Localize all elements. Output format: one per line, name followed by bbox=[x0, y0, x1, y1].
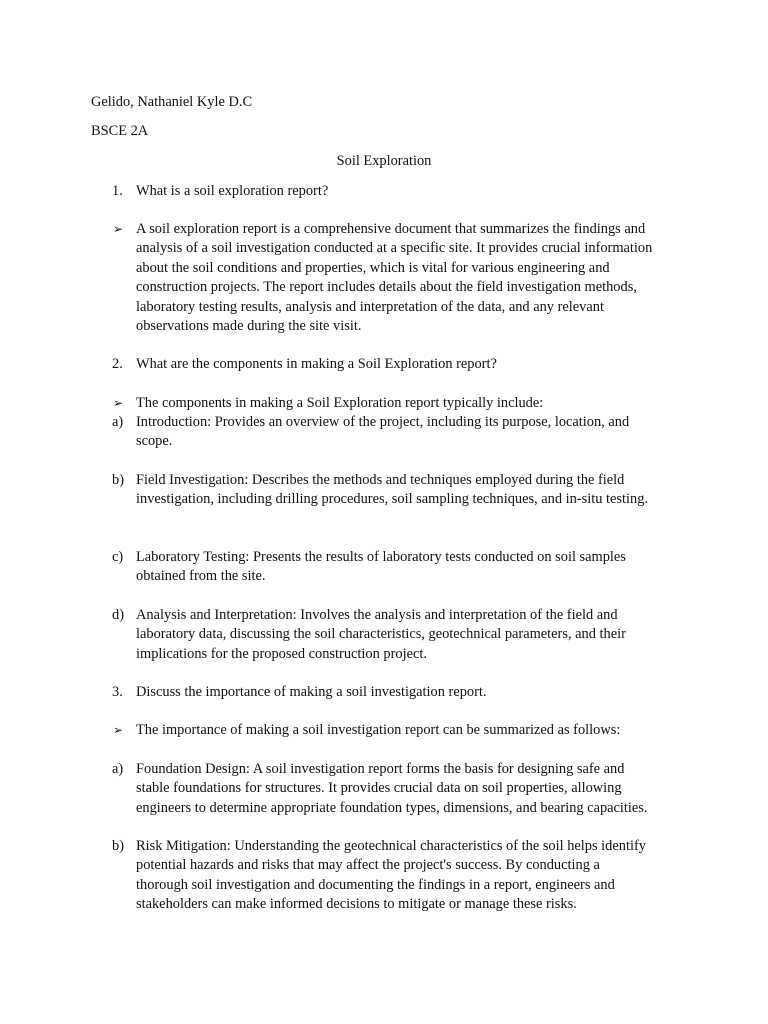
question-number: 3. bbox=[112, 684, 123, 700]
answer-intro: The components in making a Soil Exploration report typically include: bbox=[136, 395, 544, 411]
paragraph-line: analysis of a soil investigation conducted at a specific site. It provides crucial information bbox=[136, 240, 653, 257]
list-marker: d) bbox=[112, 607, 124, 623]
list-item bbox=[136, 760, 696, 818]
list-item-line: Introduction: Provides an overview of the project, including its purpose, location, and bbox=[136, 414, 630, 430]
page-title: Soil Exploration bbox=[336, 153, 432, 169]
list-item bbox=[136, 548, 696, 587]
list-item-line: scope. bbox=[136, 433, 173, 450]
paragraph-line: construction projects. The report includes details about the field investigation methods, bbox=[136, 279, 637, 296]
list-item-line: stakeholders can make informed decisions to mitigate or manage these risks. bbox=[136, 896, 577, 913]
list-item-line: obtained from the site. bbox=[136, 568, 266, 585]
list-marker: b) bbox=[112, 472, 124, 488]
list-item-line: Field Investigation: Describes the methods and techniques employed during the field bbox=[136, 472, 625, 488]
list-item-line: Risk Mitigation: Understanding the geotechnical characteristics of the soil helps identify bbox=[136, 838, 646, 854]
question-text: Discuss the importance of making a soil investigation report. bbox=[136, 684, 487, 700]
list-marker: a) bbox=[112, 761, 124, 777]
list-item bbox=[136, 606, 696, 664]
paragraph-line: about the soil conditions and properties, which is vital for various engineering and bbox=[136, 259, 610, 276]
arrow-bullet-icon: ➢ bbox=[113, 723, 124, 737]
answer-intro: The importance of making a soil investigation report can be summarized as follows: bbox=[136, 722, 621, 738]
list-item-line: Laboratory Testing: Presents the results of laboratory tests conducted on soil samples bbox=[136, 549, 626, 565]
question-text: What are the components in making a Soil Exploration report? bbox=[136, 356, 497, 372]
question-number: 1. bbox=[112, 183, 123, 199]
question-text: What is a soil exploration report? bbox=[136, 183, 329, 199]
list-item bbox=[136, 413, 696, 452]
arrow-bullet-icon: ➢ bbox=[113, 222, 124, 236]
author-name: Gelido, Nathaniel Kyle D.C bbox=[91, 94, 253, 110]
list-item-line: stable foundations for structures. It provides crucial data on soil properties, allowing bbox=[136, 780, 622, 797]
paragraph-line: A soil exploration report is a comprehensive document that summarizes the findings and bbox=[136, 221, 646, 237]
author-section: BSCE 2A bbox=[91, 123, 149, 139]
list-item-line: implications for the proposed construction project. bbox=[136, 645, 427, 662]
paragraph-line: laboratory testing results, analysis and interpretation of the data, and any relevant bbox=[136, 298, 604, 315]
paragraph-line: observations made during the site visit. bbox=[136, 318, 362, 335]
list-marker: c) bbox=[112, 549, 124, 565]
arrow-bullet-icon: ➢ bbox=[113, 396, 124, 410]
list-item-line: potential hazards and risks that may affect the project's success. By conducting a bbox=[136, 857, 600, 874]
list-item-line: investigation, including drilling procedures, soil sampling techniques, and in-situ testing. bbox=[136, 491, 648, 508]
list-item bbox=[136, 471, 696, 510]
list-item-line: Analysis and Interpretation: Involves the analysis and interpretation of the field and bbox=[136, 607, 618, 623]
list-marker: b) bbox=[112, 838, 124, 854]
list-marker: a) bbox=[112, 414, 124, 430]
list-item bbox=[136, 837, 696, 915]
answer-paragraph bbox=[136, 220, 696, 336]
list-item-line: engineers to determine appropriate foundation types, dimensions, and bearing capacities. bbox=[136, 799, 648, 816]
list-item-line: thorough soil investigation and documenting the findings in a report, engineers and bbox=[136, 876, 615, 893]
list-item-line: laboratory data, discussing the soil characteristics, geotechnical parameters, and their bbox=[136, 626, 626, 643]
list-item-line: Foundation Design: A soil investigation report forms the basis for designing safe and bbox=[136, 761, 625, 777]
question-number: 2. bbox=[112, 356, 123, 372]
